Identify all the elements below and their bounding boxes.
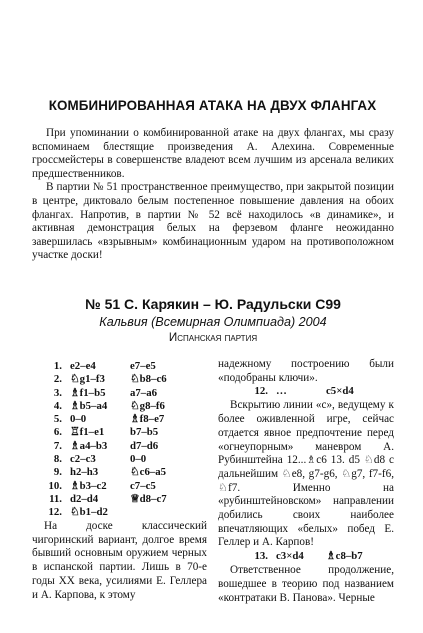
black-move: ♗c8–b7	[326, 550, 363, 563]
move-row	[38, 360, 203, 373]
move-number: 4.	[53, 399, 62, 412]
left-commentary	[32, 520, 207, 602]
move-number: 2.	[53, 373, 62, 386]
white-move: ♖f1–e1	[70, 426, 105, 439]
white-move: ♗b3–c2	[70, 479, 107, 492]
black-move: ♗f8–e7	[130, 413, 165, 426]
move-number: 12.	[48, 506, 62, 519]
white-move: ♗a4–b3	[70, 439, 108, 452]
white-move: ♗b5–a4	[70, 399, 108, 412]
game-event: Кальвия (Всемирная Олимпиада) 2004	[99, 315, 327, 329]
move-number: 13.	[254, 550, 268, 563]
white-move: c3×d4	[276, 550, 304, 563]
intro-text	[32, 127, 394, 263]
move-row	[38, 426, 203, 439]
move-number: 11.	[49, 492, 62, 505]
move-number: 9.	[53, 466, 62, 479]
black-move	[130, 506, 190, 519]
move-list	[38, 360, 203, 520]
black-move: c7–c5	[130, 479, 156, 492]
move-number: 5.	[53, 413, 62, 426]
game-opening: Испанская партия	[168, 331, 258, 344]
black-move: d7–d6	[130, 439, 159, 452]
move-row	[38, 453, 203, 466]
section-title: КОМБИНИРОВАННАЯ АТАКА НА ДВУХ ФЛАНГАХ	[48, 98, 377, 113]
black-move: c5×d4	[326, 385, 354, 398]
black-move: e7–e5	[130, 360, 156, 372]
move-row	[38, 480, 203, 493]
intro-paragraph-2: В партии № 51 пространственное преимущество, при закрытой позиции в центре, диктовало белым постепенное повышение давления на обоих флангах. Напротив, в партии № 52 всё находилось «в динамике», и активная демонстрация белых на ферзевом фланге неожиданно завершилась «взрывным» комбинационным ударом на противоположном участке доски!	[32, 181, 394, 262]
move-row	[38, 466, 203, 479]
move-row	[38, 506, 203, 519]
white-move: 0–0	[70, 413, 87, 426]
game-header	[32, 296, 394, 344]
move-number: 12.	[254, 385, 268, 398]
move-line	[218, 385, 394, 399]
black-move: 0–0	[130, 453, 147, 466]
black-move: ♘c6–a5	[130, 466, 167, 479]
commentary-paragraph: Вскрытию линии «c», ведущему к более оживленной игре, сейчас отдается явное предпочтение перед «огнеупорным» маневром А. Рубинштейна 12...♗c6 13. d5 ♘d8 с дальнейшим ♘e8, g7-g6, ♘g7, f7-f6, ♘f7. Именно на «рубинштейновском» направлении добились своих наиболее впечатляющих «белых» побед Е. Геллер и А. Карпов!	[218, 399, 394, 549]
commentary-paragraph: На доске классический чигоринский вариант, долгое время бывший основным оружием черных в испанской партии. Лишь в 70-е годы XX века, усилиями Е. Геллера и А. Карпова, к этому	[32, 520, 207, 601]
white-move: d2–d4	[70, 492, 99, 505]
move-number: 7.	[53, 439, 62, 452]
move-row	[38, 387, 203, 400]
white-move: e2–e4	[70, 360, 96, 372]
commentary-paragraph: надежному построению были «подобраны ключи».	[218, 358, 394, 384]
move-row	[38, 413, 203, 426]
white-move: ♘b1–d2	[70, 506, 108, 519]
game-title: № 51 С. Карякин – Ю. Радульски C99	[85, 296, 341, 312]
move-row	[38, 373, 203, 386]
black-move: ♘b8–c6	[130, 373, 167, 386]
white-move: c2–c3	[70, 453, 96, 466]
move-number: 3.	[53, 386, 62, 399]
move-row	[38, 440, 203, 453]
commentary-paragraph: Ответственное продолжение, вошедшее в теорию под названием «контратаки В. Панова». Черные	[218, 564, 394, 604]
white-move: …	[276, 385, 287, 398]
move-number: 8.	[53, 453, 62, 466]
move-number: 1.	[53, 360, 62, 372]
black-move: b7–b5	[130, 426, 159, 439]
right-commentary	[218, 358, 394, 605]
white-move: ♗f1–b5	[70, 386, 106, 399]
black-move: a7–a6	[130, 386, 157, 399]
move-number: 10.	[48, 479, 62, 492]
move-number: 6.	[53, 426, 62, 439]
move-line	[218, 550, 394, 564]
white-move: ♘g1–f3	[70, 373, 105, 386]
black-move: ♘g8–f6	[130, 399, 165, 412]
white-move: h2–h3	[70, 466, 99, 479]
move-row	[38, 493, 203, 506]
intro-paragraph-1: При упоминании о комбинированной атаке на двух флангах, мы сразу вспоминаем блестящие произведения А. Алехина. Современные гроссмейстеры в совершенстве владеют всем лучшим из арсенала великих предшественников.	[32, 127, 394, 180]
black-move: ♕d8–c7	[130, 492, 167, 505]
move-row	[38, 400, 203, 413]
